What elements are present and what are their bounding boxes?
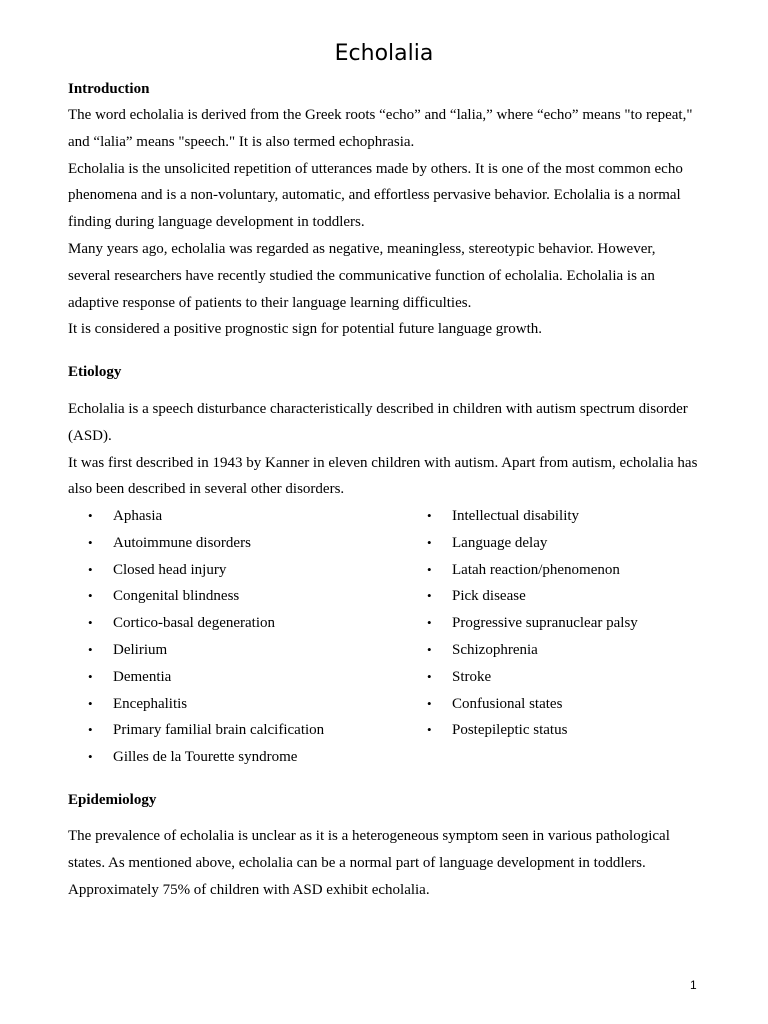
page-number: 1 [690,978,697,992]
bullet-icon: • [427,695,432,711]
etiology-paragraph: It was first described in 1943 by Kanner in eleven children with autism. Apart from autism, echolalia has also been described in several other disorders. [68,454,698,498]
list-item: • Postepileptic status [407,717,638,744]
list-item: • Schizophrenia [407,637,638,664]
page-title: Echolalia [334,41,434,66]
bullet-icon: • [88,668,93,684]
bullet-icon: • [427,615,432,631]
bullet-icon: • [427,588,432,604]
list-item: • Intellectual disability [407,503,638,530]
bullet-icon: • [88,749,93,765]
bullet-icon: • [427,508,432,523]
introduction-paragraph: Echolalia is the unsolicited repetition of utterances made by others. It is one of the most common echo phenomena and is a non-voluntary, automatic, and effortless pervasive behavior. Echolalia is a normal finding during language development in toddlers. [68,160,683,231]
list-item: • Progressive supranuclear palsy [407,610,638,637]
list-item: • Autoimmune disorders [68,530,324,557]
bullet-icon: • [88,641,93,657]
bullet-icon: • [88,561,93,577]
bullet-icon: • [88,722,93,738]
etiology-body [68,396,700,503]
bullet-icon: • [427,668,432,684]
etiology-heading: Etiology [68,364,122,380]
epidemiology-paragraph: The prevalence of echolalia is unclear as it is a heterogeneous symptom seen in various pathological states. As mentioned above, echolalia can be a normal part of language development in toddlers. Approximately 75% of children with ASD exhibit echolalia. [68,828,670,898]
list-item: • Latah reaction/phenomenon [407,557,638,584]
epidemiology-body [68,823,700,903]
introduction-paragraph: Many years ago, echolalia was regarded as negative, meaningless, stereotypic behavior. However, several researchers have recently studied the communicative function of echolalia. Echolalia is an adaptive response of patients to their language learning difficulties. [68,240,656,311]
etiology-paragraph: Echolalia is a speech disturbance characteristically described in children with autism spectrum disorder (ASD). [68,401,688,444]
list-item: • Encephalitis [68,691,324,718]
list-item: • Congenital blindness [68,583,324,610]
bullet-icon: • [427,641,432,657]
bullet-icon: • [88,588,93,604]
list-item: • Pick disease [407,583,638,610]
bullet-icon: • [88,534,93,550]
bullet-icon: • [427,561,432,577]
bullet-icon: • [88,508,93,523]
introduction-heading: Introduction [68,81,150,97]
introduction-body [68,102,700,343]
list-item: • Closed head injury [68,557,324,584]
list-item: • Stroke [407,664,638,691]
bullet-icon: • [88,615,93,631]
list-item: • Language delay [407,530,638,557]
epidemiology-heading: Epidemiology [68,792,157,808]
introduction-paragraph: The word echolalia is derived from the Greek roots “echo” and “lalia,” where “echo” means "to repeat," and “lalia” means "speech." It is also termed echophrasia. [68,107,693,150]
list-item: • Primary familial brain calcification [68,717,324,744]
list-item: • Delirium [68,637,324,664]
list-item: • Cortico-basal degeneration [68,610,324,637]
bullet-icon: • [427,722,432,738]
introduction-paragraph: It is considered a positive prognostic sign for potential future language growth. [68,321,543,338]
bullet-icon: • [427,534,432,550]
bullet-icon: • [88,695,93,711]
disorder-list-right [407,503,638,744]
list-item: • Aphasia [68,503,324,530]
list-item: • Dementia [68,664,324,691]
disorder-list-left [68,503,324,771]
list-item: • Gilles de la Tourette syndrome [68,744,324,771]
list-item: • Confusional states [407,691,638,718]
